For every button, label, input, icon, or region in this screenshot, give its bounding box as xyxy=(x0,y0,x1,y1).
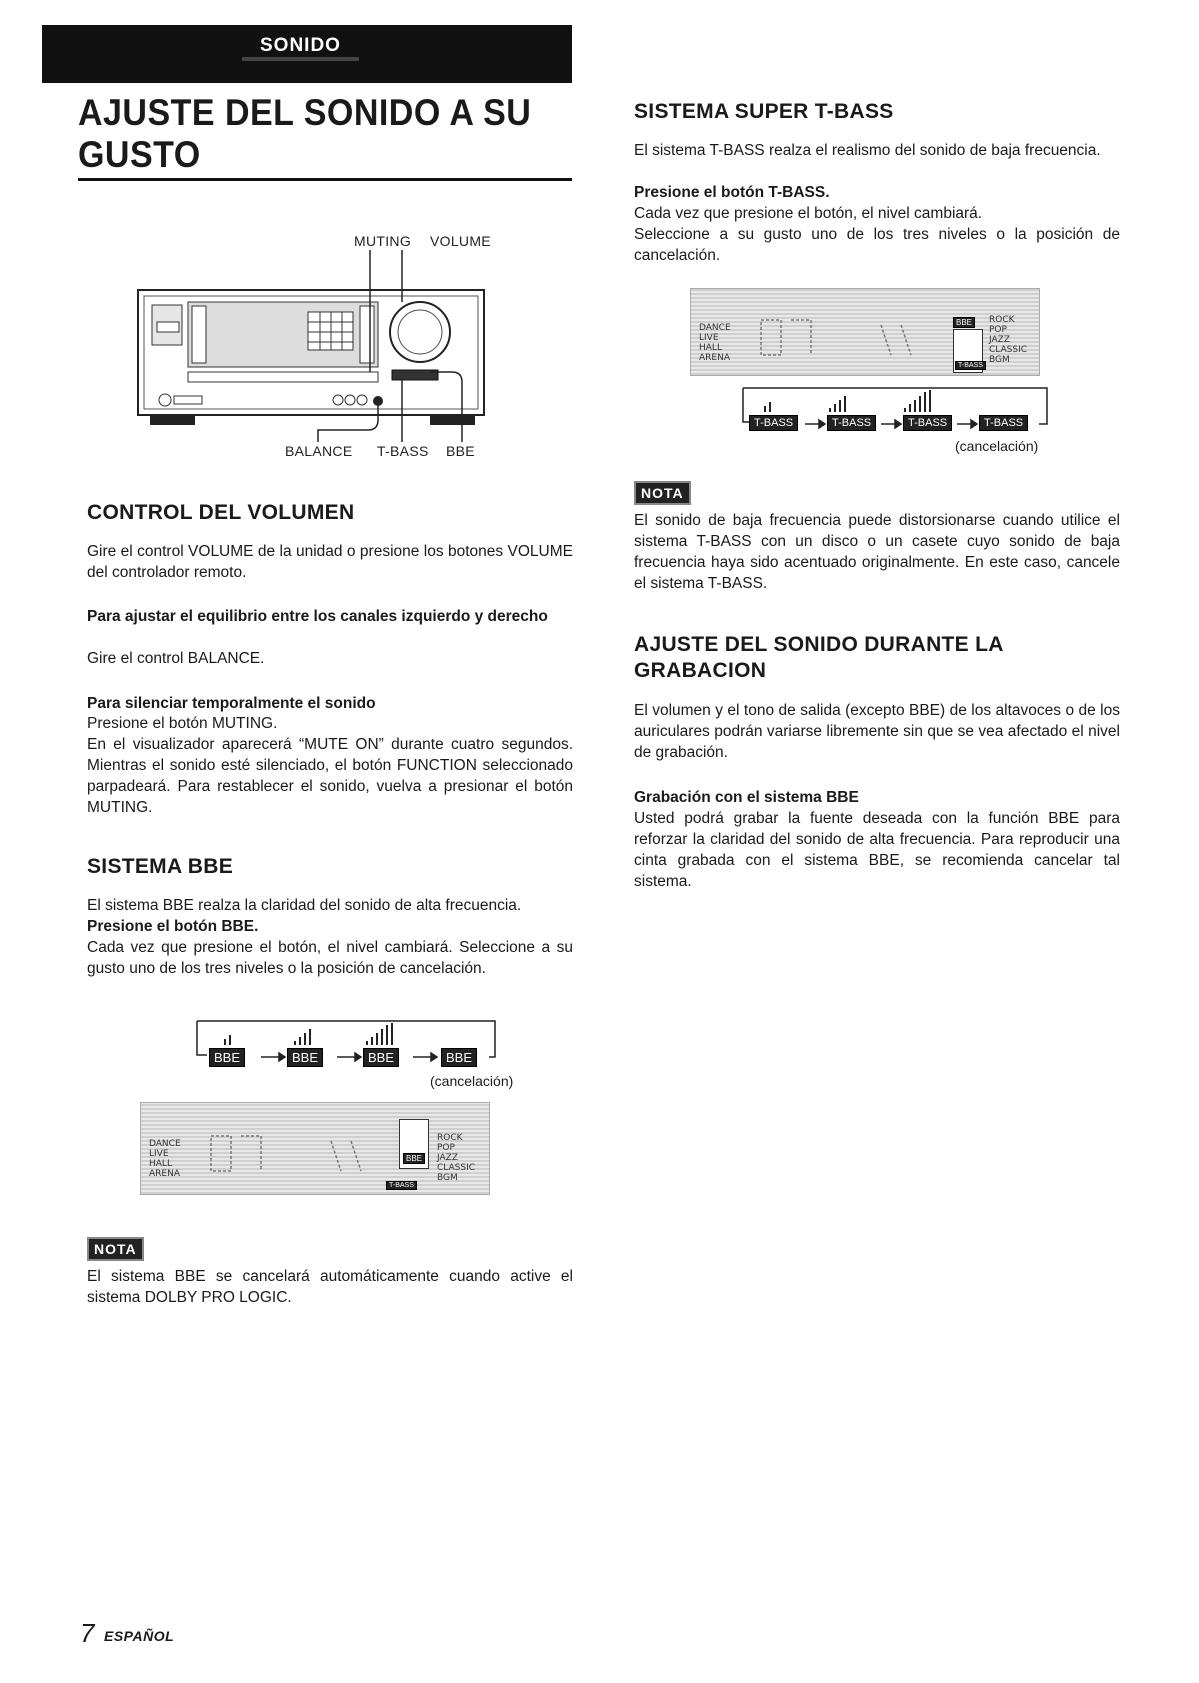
bbe-badge-level-1: BBE xyxy=(209,1048,245,1067)
lcd-mode-pop: POP xyxy=(437,1143,455,1153)
tbass-lcd-mode-hall: HALL xyxy=(699,343,722,353)
grabacion-text: El volumen y el tono de salida (excepto BBE) de los altavoces o de los auriculares podrán variarse libremente sin que se vea afectado el nivel de grabación. xyxy=(634,702,1120,761)
tbass-cycle-diagram xyxy=(735,382,1055,457)
bbe-cancel-label: (cancelación) xyxy=(430,1073,514,1089)
balance-text: Gire el control BALANCE. xyxy=(87,650,265,667)
tbass-badge-level-1: T-BASS xyxy=(749,415,798,431)
tbass-text-1: Cada vez que presione el botón, el nivel cambiará. xyxy=(634,205,983,222)
amplifier-front-panel-drawing xyxy=(130,250,530,460)
bbe-badge-level-3: BBE xyxy=(363,1048,399,1067)
lcd-left-modes xyxy=(149,1139,181,1179)
label-tbass: T-BASS xyxy=(377,443,429,459)
bbe-badge-level-2: BBE xyxy=(287,1048,323,1067)
tbass-lcd-mode-jazz: JAZZ xyxy=(989,335,1010,345)
bbe-lcd-display xyxy=(140,1102,490,1195)
tbass-lcd-mode-rock: ROCK xyxy=(989,315,1015,325)
grabacion-heading-line2: GRABACION xyxy=(634,659,767,682)
mute-heading: Para silenciar temporalmente el sonido xyxy=(87,695,376,712)
tbass-cancel-label: (cancelación) xyxy=(955,438,1039,454)
grabacion-heading xyxy=(634,632,1120,684)
tbass-intro: El sistema T-BASS realza el realismo del sonido de baja frecuencia. xyxy=(634,142,1101,159)
bbe-intro: El sistema BBE realza la claridad del sonido de alta frecuencia. xyxy=(87,897,522,914)
lcd-mode-bgm: BGM xyxy=(437,1173,458,1183)
bbe-press: Presione el botón BBE. xyxy=(87,918,259,935)
bbe-nota-badge xyxy=(87,1237,144,1261)
lcd-mode-live: LIVE xyxy=(149,1149,169,1159)
grabacion-heading-line1: AJUSTE DEL SONIDO DURANTE LA xyxy=(634,633,1004,656)
grabacion-bbe-text: Usted podrá grabar la fuente deseada con la función BBE para reforzar la claridad del sonido de alta frecuencia. Para reproducir una cinta grabada con el sistema BBE, se recomienda cancelar tal sistema. xyxy=(634,810,1120,890)
mute-text-2: En el visualizador aparecerá “MUTE ON” durante cuatro segundos. Mientras el sonido esté silenciado, el botón FUNCTION seleccionado parpadeará. Para restablecer el sonido, vuelva a presionar el botón MUTING. xyxy=(87,736,573,816)
volumen-heading: CONTROL DEL VOLUMEN xyxy=(87,501,355,524)
grabacion-bbe-heading: Grabación con el sistema BBE xyxy=(634,789,859,806)
lcd-right-modes xyxy=(437,1133,475,1183)
label-muting: MUTING xyxy=(354,233,412,249)
tbass-lcd-display xyxy=(690,288,1040,376)
label-bbe: BBE xyxy=(446,443,475,459)
tbass-press: Presione el botón T-BASS. xyxy=(634,184,830,201)
tbass-nota-text: El sonido de baja frecuencia puede distorsionarse cuando utilice el sistema T-BASS con un disco o un casete cuyo sonido de baja frecuencia haya sido acentuado originalmente. En este caso, cancele el sistema T-BASS. xyxy=(634,512,1120,592)
label-balance: BALANCE xyxy=(285,443,353,459)
bbe-text: Cada vez que presione el botón, el nivel cambiará. Seleccione a su gusto uno de los tres niveles o la posición de cancelación. xyxy=(87,939,573,977)
balance-heading: Para ajustar el equilibrio entre los canales izquierdo y derecho xyxy=(87,608,548,625)
lcd-mode-jazz: JAZZ xyxy=(437,1153,458,1163)
tbass-lcd-mode-pop: POP xyxy=(989,325,1007,335)
tbass-text-2: Seleccione a su gusto uno de los tres niveles o la posición de cancelación. xyxy=(634,226,1120,264)
lcd-mode-classic: CLASSIC xyxy=(437,1163,476,1173)
lcd-mode-dance: DANCE xyxy=(149,1139,181,1149)
tbass-nota-badge xyxy=(634,481,691,505)
lcd-mode-hall: HALL xyxy=(149,1159,172,1169)
section-label: SONIDO xyxy=(242,35,359,61)
tbass-lcd-segment-digits xyxy=(751,315,951,365)
tbass-lcd-mode-live: LIVE xyxy=(699,333,719,343)
page-language: ESPAÑOL xyxy=(104,1628,175,1644)
bbe-nota-text: El sistema BBE se cancelará automáticamente cuando active el sistema DOLBY PRO LOGIC. xyxy=(87,1268,573,1306)
tbass-lcd-left-modes xyxy=(699,323,731,363)
tbass-lcd-tbass-badge: T-BASS xyxy=(955,361,986,370)
section-header-bar xyxy=(42,25,572,83)
tbass-lcd-mode-classic: CLASSIC xyxy=(989,345,1028,355)
tbass-lcd-mode-dance: DANCE xyxy=(699,323,731,333)
tbass-lcd-right-modes xyxy=(989,315,1027,365)
tbass-lcd-mode-arena: ARENA xyxy=(699,353,730,363)
bbe-cycle-diagram xyxy=(195,1015,514,1095)
bbe-badge-cancel: BBE xyxy=(441,1048,477,1067)
tbass-badge-level-2: T-BASS xyxy=(827,415,876,431)
tbass-lcd-bbe-badge: BBE xyxy=(953,317,975,328)
page-title-line1: AJUSTE DEL SONIDO A SU xyxy=(78,92,532,133)
lcd-segment-digits xyxy=(201,1131,401,1181)
tbass-nota-label: NOTA xyxy=(634,481,691,505)
tbass-badge-level-3: T-BASS xyxy=(903,415,952,431)
tbass-badge-cancel: T-BASS xyxy=(979,415,1028,431)
tbass-heading: SISTEMA SUPER T-BASS xyxy=(634,100,894,123)
bbe-nota-label: NOTA xyxy=(87,1237,144,1261)
mute-text-1: Presione el botón MUTING. xyxy=(87,715,278,732)
bbe-heading: SISTEMA BBE xyxy=(87,855,234,878)
amplifier-diagram xyxy=(130,230,530,460)
tbass-lcd-mode-bgm: BGM xyxy=(989,355,1010,365)
title-rule xyxy=(78,178,572,181)
volumen-intro: Gire el control VOLUME de la unidad o presione los botones VOLUME del controlador remoto. xyxy=(87,543,573,581)
label-volume: VOLUME xyxy=(430,233,491,249)
page-number: 7 xyxy=(80,1618,95,1648)
lcd-mode-rock: ROCK xyxy=(437,1133,463,1143)
lcd-mode-arena: ARENA xyxy=(149,1169,180,1179)
page-title xyxy=(78,92,538,176)
page-title-line2: GUSTO xyxy=(78,134,201,175)
lcd-tbass-badge: T-BASS xyxy=(386,1181,417,1190)
lcd-bbe-badge: BBE xyxy=(403,1153,425,1164)
